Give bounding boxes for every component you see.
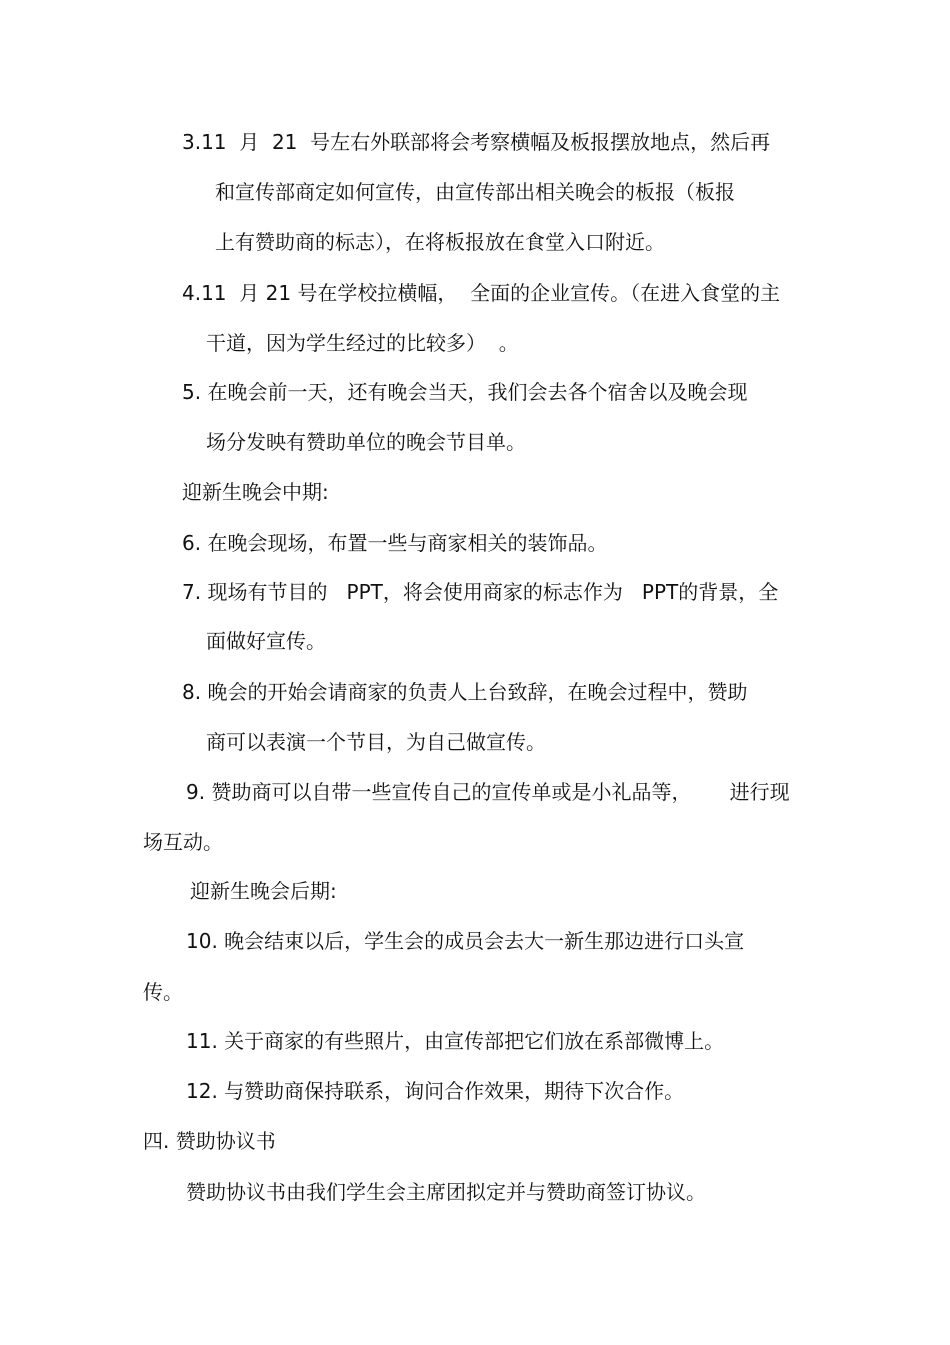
text-line: 和宣传部商定如何宣传，由宣传部出相关晚会的板报（板报 [215,180,735,204]
section-heading: 迎新生晚会中期: [182,480,329,504]
text-line: 7. 现场有节目的 PPT，将会使用商家的标志作为 PPT的背景，全 [182,580,779,604]
section-heading: 迎新生晚会后期: [190,879,337,903]
text-line: 上有赞助商的标志），在将板报放在食堂入口附近。 [215,230,665,254]
text-line: 传。 [143,980,183,1004]
text-line: 场分发映有赞助单位的晚会节目单。 [206,430,526,454]
section-heading: 四. 赞助协议书 [143,1129,276,1153]
text-line: 赞助协议书由我们学生会主席团拟定并与赞助商签订协议。 [186,1180,706,1204]
text-line: 6. 在晚会现场，布置一些与商家相关的装饰品。 [182,531,608,555]
text-line: 场互动。 [143,830,223,854]
text-line: 面做好宣传。 [206,629,326,653]
text-line: 商可以表演一个节目，为自己做宣传。 [206,730,546,754]
text-line: 3.11 月 21 号左右外联部将会考察横幅及板报摆放地点，然后再 [182,130,771,154]
text-line: 5. 在晚会前一天，还有晚会当天，我们会去各个宿舍以及晚会现 [182,380,748,404]
text-line: 9. 赞助商可以自带一些宣传自己的宣传单或是小礼品等， 进行现 [186,780,790,804]
text-line: 12. 与赞助商保持联系，询问合作效果，期待下次合作。 [186,1079,685,1103]
text-line: 干道，因为学生经过的比较多） 。 [206,331,519,355]
text-line: 10. 晚会结束以后，学生会的成员会去大一新生那边进行口头宣 [186,929,745,953]
text-line: 4.11 月 21 号在学校拉横幅， 全面的企业宣传。（在进入食堂的主 [182,281,781,305]
text-line: 8. 晚会的开始会请商家的负责人上台致辞，在晚会过程中，赞助 [182,680,748,704]
text-line: 11. 关于商家的有些照片，由宣传部把它们放在系部微博上。 [186,1029,725,1053]
